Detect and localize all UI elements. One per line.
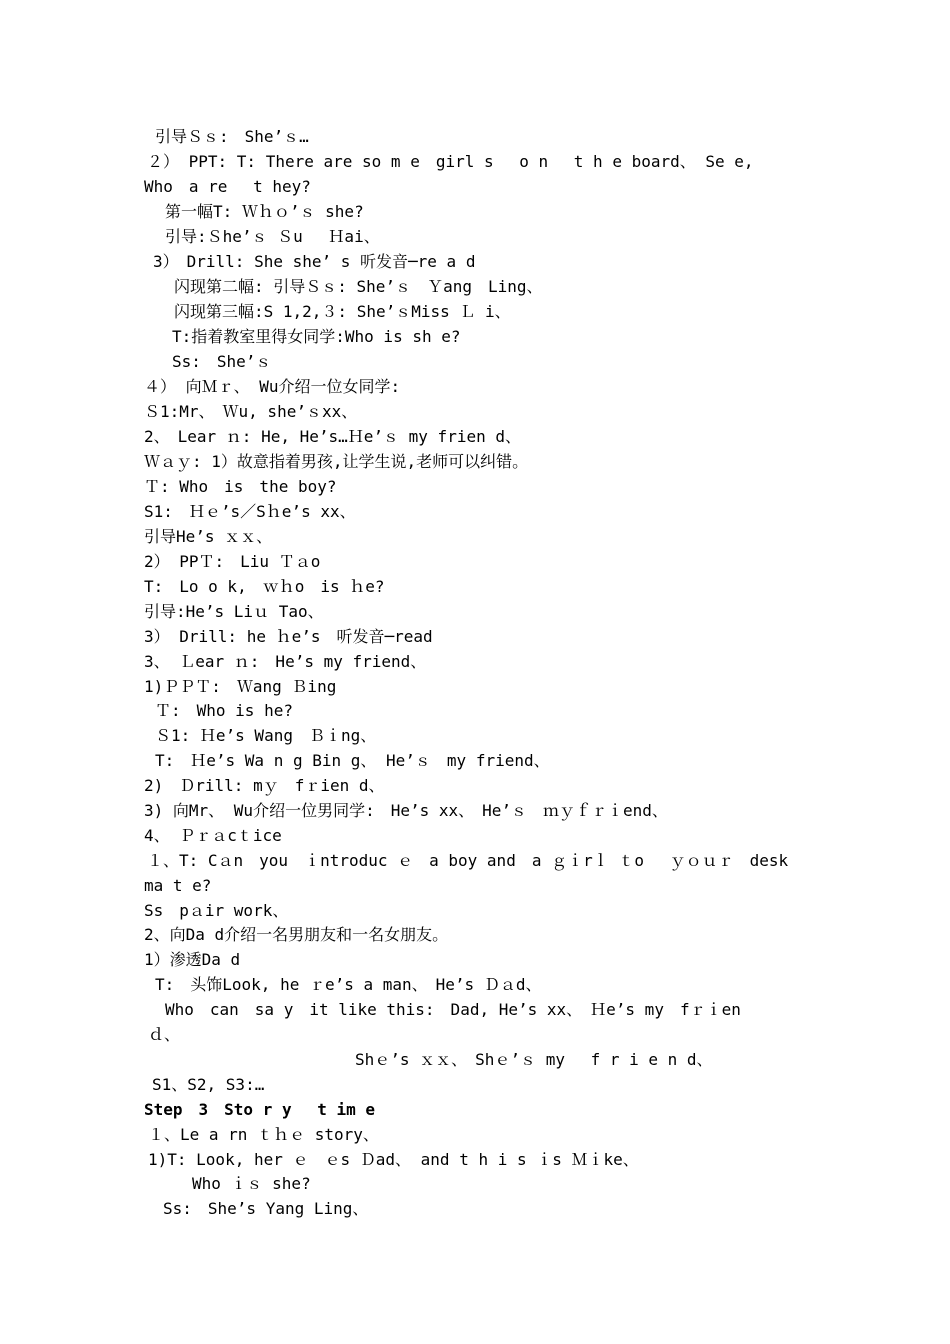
text-line: 3) 向Mr、 Wu介绍一位男同学: He’s xx、 He’ｓ ｍｙｆｒｉend、 bbox=[144, 801, 668, 820]
text-line: 引导:He’s Liｕ Tao、 bbox=[144, 602, 324, 621]
text-line: 3） Drill: She she’ s 听发音─re a d bbox=[153, 252, 476, 271]
text-line: ma t e? bbox=[144, 876, 212, 895]
text-line: Shｅ’s ｘｘ、 Shｅ’ｓ my f r i e n d、 bbox=[355, 1050, 713, 1069]
text-line: Who ｉｓ she? bbox=[192, 1174, 311, 1193]
text-line: Ss pａir work、 bbox=[144, 901, 289, 920]
text-line: 第一幅T: Ｗｈｏ’ｓ she? bbox=[165, 202, 364, 221]
text-line: ｄ、 bbox=[148, 1025, 181, 1044]
text-line: Ss: She’s Yang Ling、 bbox=[163, 1199, 369, 1218]
text-line: １、Le a rn ｔｈｅ story、 bbox=[148, 1125, 379, 1144]
text-line: Ｔ: Who is he? bbox=[155, 701, 293, 720]
text-line: 4、 Ｐｒａcｔice bbox=[144, 826, 282, 845]
text-line: １、T: Cａn you ｉntroduc ｅ a boy and a ｇｉrｌ ｔo ｙｏｕｒ desk bbox=[147, 851, 789, 870]
text-line: Who a re t hey? bbox=[144, 177, 311, 196]
text-line: 3、 Ｌear ｎ: He’s my friend、 bbox=[144, 652, 427, 671]
text-line: ４） 向Ｍｒ、 Wu介绍一位女同学: bbox=[144, 377, 401, 396]
text-line: S1、S2, S3:… bbox=[152, 1075, 265, 1094]
text-line: T: Lo o k, ｗｈo is ｈe? bbox=[144, 577, 385, 596]
text-line: 1)T: Look, her ｅ ｅs Ｄad、 and t h i s ｉs Ｍｉke、 bbox=[148, 1150, 639, 1169]
section-heading: Step 3 Sto r y t im e bbox=[144, 1100, 376, 1119]
text-line: 2、 Lear ｎ: He, He’s…Ｈe’ｓ my frien d、 bbox=[144, 427, 521, 446]
text-line: T: 头饰Look, he ｒe’s a man、 He’s Ｄａd、 bbox=[155, 975, 542, 994]
text-line: 2) Ｄrill: mｙ fｒien d、 bbox=[144, 776, 385, 795]
text-line: 1）渗透Da d bbox=[144, 950, 241, 969]
text-line: Ｓ1: Ｈe’s Wang Ｂｉng、 bbox=[155, 726, 377, 745]
text-line: 引导He’s ｘｘ、 bbox=[144, 527, 273, 546]
text-line: 3） Drill: he ｈe’s 听发音─read bbox=[144, 627, 433, 646]
text-line: Ｗａｙ: 1）故意指着男孩,让学生说,老师可以纠错。 bbox=[144, 452, 529, 471]
text-line: 2） PPＴ: Liu Ｔａo bbox=[144, 552, 321, 571]
text-line: Who can sa y it like this: Dad, He’s xx、 Ｈe’s my fｒｉen bbox=[165, 1000, 741, 1019]
text-line: T:指着教室里得女同学:Who is sh e? bbox=[172, 327, 461, 346]
text-line: 2、向Da d介绍一名男朋友和一名女朋友。 bbox=[144, 925, 449, 944]
text-line: 1)ＰＰＴ: Ｗang Ｂing bbox=[144, 677, 337, 696]
text-line: 闪现第二幅: 引导Ｓｓ: She’ｓ Ｙang Ling、 bbox=[174, 277, 543, 296]
text-line: Ｔ: Who is the boy? bbox=[144, 477, 337, 496]
text-line: S1: Ｈｅ’s／Sｈe’s xx、 bbox=[144, 502, 356, 521]
text-line: 引导:Ｓhe’ｓ Ｓu Ｈai、 bbox=[165, 227, 380, 246]
text-line: Ｓ1:Mr、 Ｗu, she’ｓxx、 bbox=[144, 402, 358, 421]
text-line: ２） PPT: T: There are so m e girl s o n t h e board、 Se e, bbox=[147, 152, 754, 171]
text-line: 闪现第三幅:S 1,2,３: She’ｓMiss Ｌ i、 bbox=[174, 302, 511, 321]
text-line: Ss: She’ｓ bbox=[172, 352, 272, 371]
text-line: 引导Ｓｓ: She’ｓ… bbox=[155, 127, 309, 146]
text-line: T: Ｈe’s Wa n g Bin g、 He’ｓ my friend、 bbox=[155, 751, 550, 770]
